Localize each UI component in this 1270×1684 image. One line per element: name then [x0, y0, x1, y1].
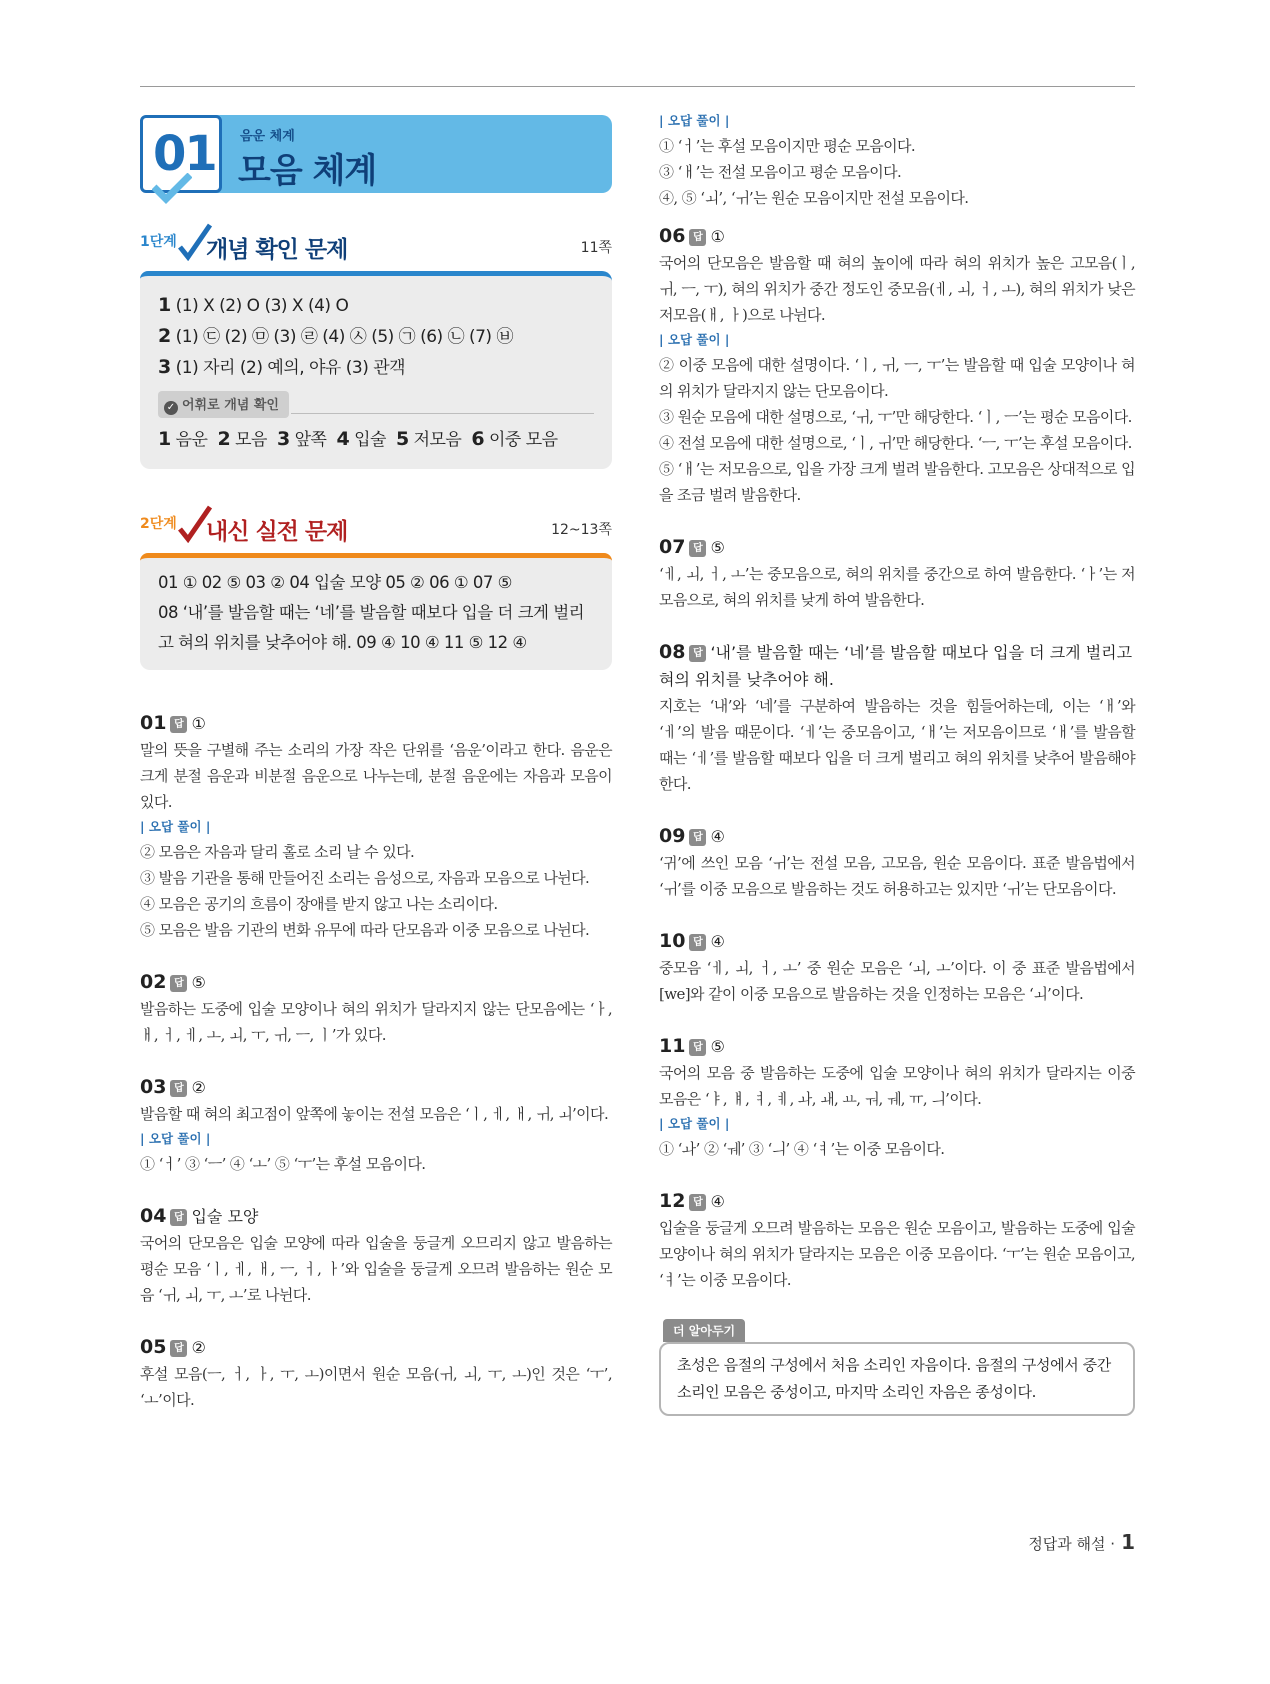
answer-number: 3: [276, 428, 290, 450]
question-answer: ⑤: [710, 538, 725, 557]
question-number: 10: [659, 930, 686, 952]
tip-box: [659, 1319, 1135, 1416]
question-item: [140, 969, 612, 1048]
step1-header: [140, 227, 612, 271]
step1-title: 개념 확인 문제: [206, 237, 348, 263]
question-item: [659, 639, 1135, 797]
question-item: [140, 1074, 612, 1177]
question-header: [659, 928, 1135, 955]
question-item: [140, 1203, 612, 1308]
explanation: ‘ㅔ, ㅚ, ㅓ, ㅗ’는 중모음으로, 혀의 위치를 중간으로 하여 발음한다. ‘ㅏ’는 저모음으로, 혀의 위치를 낮게 하여 발음한다.: [659, 565, 1135, 609]
step1-line: [158, 290, 594, 321]
question-item: [659, 534, 1135, 613]
top-rule: [140, 86, 1135, 87]
question-number: 01: [140, 712, 167, 734]
answer-number: 3: [158, 356, 171, 378]
odap-item: ⑤ ‘ㅐ’는 저모음으로, 입을 가장 크게 벌려 발음한다. 고모음은 상대적으로 입을 조금 벌려 발음한다.: [659, 460, 1135, 504]
answer-badge: 답: [689, 829, 706, 846]
question-header: [659, 223, 1135, 250]
vocab-rule: [291, 413, 594, 414]
question-item: [659, 1033, 1135, 1162]
tip-text: 초성은 음절의 구성에서 처음 소리인 자음이다. 음절의 구성에서 중간 소리인 모음은 중성이고, 마지막 소리인 자음은 종성이다.: [659, 1342, 1135, 1416]
odap-label: | 오답 풀이 |: [659, 113, 730, 128]
question-number: 09: [659, 825, 686, 847]
question-header: [140, 1203, 612, 1230]
question-item: [140, 710, 612, 943]
question-number: 04: [140, 1205, 167, 1227]
answer-badge: 답: [689, 1039, 706, 1056]
step2-page: 12~13쪽: [551, 522, 612, 538]
explanation: 말의 뜻을 구별해 주는 소리의 가장 작은 단위를 ‘음운’이라고 한다. 음운은 크게 분절 음운과 비분절 음운으로 나누는데, 분절 음운에는 자음과 모음이 있다.: [140, 741, 612, 811]
explanation: 중모음 ‘ㅔ, ㅚ, ㅓ, ㅗ’ 중 원순 모음은 ‘ㅚ, ㅗ’이다. 이 중 표준 발음법에서 [we]와 같이 이중 모음으로 발음하는 것을 인정하는 모음은 ‘ㅚ’이다.: [659, 959, 1135, 1003]
question-number: 08: [659, 641, 686, 663]
answer-text: (1) ㉢ (2) ㉤ (3) ㉣ (4) ㉦ (5) ㉠ (6) ㉡ (7) ㉥: [170, 327, 513, 347]
question-answer: ④: [710, 1192, 725, 1211]
step1-line: [158, 321, 594, 352]
question-header: [659, 1188, 1135, 1215]
step1-page: 11쪽: [580, 240, 612, 256]
question-answer: ‘내’를 발음할 때는 ‘네’를 발음할 때보다 입을 더 크게 벌리고 혀의 위치를 낮추어야 해.: [659, 643, 1133, 689]
answer-badge: 답: [170, 1340, 187, 1357]
question-header: [659, 534, 1135, 561]
question-answer: ①: [710, 227, 725, 246]
odap-item: ③ 원순 모음에 대한 설명으로, ‘ㅟ, ㅜ’만 해당한다. ‘ㅣ, ㅡ’는 평순 모음이다.: [659, 408, 1132, 426]
step2-line: 08 ‘내’를 발음할 때는 ‘네’를 발음할 때보다 입을 더 크게 벌리: [158, 603, 585, 622]
question-header: [659, 639, 1135, 693]
answer-number: 4: [336, 428, 350, 450]
answer-badge: 답: [170, 716, 187, 733]
step2-line: 고 혀의 위치를 낮추어야 해. 09 ④ 10 ④ 11 ⑤ 12 ④: [158, 633, 527, 652]
answer-number: 1: [158, 428, 171, 450]
question-header: [140, 710, 612, 737]
right-questions: [659, 223, 1135, 1293]
answer-number: 2: [158, 325, 171, 347]
vocab-header: [158, 383, 594, 418]
answer-badge: 답: [689, 1194, 706, 1211]
answer-number: 6: [471, 428, 485, 450]
odap-item: ④ 모음은 공기의 흐름이 장애를 받지 않고 나는 소리이다.: [140, 895, 498, 913]
question-answer: ④: [710, 932, 725, 951]
step1-line: [158, 352, 594, 383]
question-item: [659, 823, 1135, 902]
odap-item: ① ‘ㅘ’ ② ‘ㅞ’ ③ ‘ㅢ’ ④ ‘ㅕ’는 이중 모음이다.: [659, 1140, 945, 1158]
unit-number: 01: [153, 126, 216, 182]
answer-number: 1: [158, 294, 171, 316]
step2-line: 01 ① 02 ⑤ 03 ② 04 입술 모양 05 ② 06 ① 07 ⑤: [158, 573, 512, 592]
question-number: 05: [140, 1336, 167, 1358]
odap-item: ① ‘ㅓ’는 후설 모음이지만 평순 모음이다.: [659, 137, 916, 155]
question-number: 06: [659, 225, 686, 247]
question-header: [140, 969, 612, 996]
question-answer: ②: [191, 1078, 206, 1097]
explanation: 발음하는 도중에 입술 모양이나 혀의 위치가 달라지지 않는 단모음에는 ‘ㅏ, ㅐ, ㅓ, ㅔ, ㅗ, ㅚ, ㅜ, ㅟ, ㅡ, ㅣ’가 있다.: [140, 1000, 612, 1044]
odap-item: ③ ‘ㅐ’는 전설 모음이고 평순 모음이다.: [659, 163, 902, 181]
check-circle-icon: ✓: [164, 401, 178, 415]
question-item: [659, 928, 1135, 1007]
odap-label: | 오답 풀이 |: [659, 1116, 730, 1131]
answer-text: 음운: [170, 430, 208, 450]
answer-badge: 답: [689, 934, 706, 951]
answer-text: 모음: [230, 430, 267, 450]
odap-item: ③ 발음 기관을 통해 만들어진 소리는 음성으로, 자음과 모음으로 나뉜다.: [140, 869, 590, 887]
answer-badge: 답: [689, 229, 706, 246]
continued-odap: [659, 109, 1135, 211]
unit-title: 모음 체계: [238, 151, 377, 191]
explanation: ‘귀’에 쓰인 모음 ‘ㅟ’는 전설 모음, 고모음, 원순 모음이다. 표준 발음법에서 ‘ㅟ’를 이중 모음으로 발음하는 것도 허용하고는 있지만 ‘ㅟ’는 단모음이다.: [659, 854, 1135, 898]
answer-text: 이중 모음: [484, 430, 558, 450]
odap-item: ① ‘ㅓ’ ③ ‘ㅡ’ ④ ‘ㅗ’ ⑤ ‘ㅜ’는 후설 모음이다.: [140, 1155, 426, 1173]
question-item: [659, 1188, 1135, 1293]
unit-subtitle: 음운 체계: [240, 129, 295, 144]
answer-text: 앞쪽: [289, 430, 327, 450]
question-number: 12: [659, 1190, 686, 1212]
answer-text: (1) X (2) O (3) X (4) O: [170, 296, 349, 316]
answer-text: 입술: [349, 430, 386, 450]
step2-level: 2단계: [140, 516, 177, 532]
odap-label: | 오답 풀이 |: [140, 1131, 211, 1146]
question-number: 07: [659, 536, 686, 558]
answer-text: (1) 자리 (2) 예의, 야유 (3) 관객: [170, 358, 406, 378]
question-header: [140, 1074, 612, 1101]
question-answer: ⑤: [710, 1037, 725, 1056]
question-answer: ⑤: [191, 973, 206, 992]
answer-badge: 답: [689, 645, 706, 662]
odap-item: ⑤ 모음은 발음 기관의 변화 유무에 따라 단모음과 이중 모음으로 나뉜다.: [140, 921, 590, 939]
question-header: [659, 1033, 1135, 1060]
explanation: 후설 모음(ㅡ, ㅓ, ㅏ, ㅜ, ㅗ)이면서 원순 모음(ㅟ, ㅚ, ㅜ, ㅗ)인 것은 ‘ㅜ’, ‘ㅗ’이다.: [140, 1365, 612, 1409]
odap-item: ② 이중 모음에 대한 설명이다. ‘ㅣ, ㅟ, ㅡ, ㅜ’는 발음할 때 입술 모양이나 혀의 위치가 달라지지 않는 단모음이다.: [659, 356, 1135, 400]
explanation: 국어의 단모음은 발음할 때 혀의 높이에 따라 혀의 위치가 높은 고모음(ㅣ, ㅟ, ㅡ, ㅜ), 혀의 위치가 중간 정도인 중모음(ㅔ, ㅚ, ㅓ, ㅗ), 혀의 위치가 낮은 저모음(ㅐ, ㅏ)으로 나뉜다.: [659, 254, 1135, 324]
answer-number: 5: [395, 428, 409, 450]
explanation: 국어의 단모음은 입술 모양에 따라 입술을 둥글게 오므리지 않고 발음하는 평순 모음 ‘ㅣ, ㅔ, ㅐ, ㅡ, ㅓ, ㅏ’와 입술을 둥글게 오므려 발음하는 원순 모음 ‘ㅟ, ㅚ, ㅜ, ㅗ’로 나뉜다.: [140, 1234, 612, 1304]
question-answer: ①: [191, 714, 206, 733]
unit-banner: [140, 115, 612, 193]
explanation: 지호는 ‘내’와 ‘네’를 구분하여 발음하는 것을 힘들어하는데, 이는 ‘ㅐ’와 ‘ㅔ’의 발음 때문이다. ‘ㅔ’는 중모음이고, ‘ㅐ’는 저모음이므로 ‘ㅐ’를 발음할 때는 ‘ㅔ’를 발음할 때보다 입을 더 크게 벌리고 혀의 위치를 낮추어 발음해야 한다.: [659, 697, 1135, 793]
explanation: 입술을 둥글게 오므려 발음하는 모음은 원순 모음이고, 발음하는 도중에 입술 모양이나 혀의 위치가 달라지는 모음은 이중 모음이다. ‘ㅜ’는 원순 모음이고, ‘ㅕ’는 이중 모음이다.: [659, 1219, 1135, 1289]
step2-answer-box: [140, 553, 612, 670]
explanation: 국어의 모음 중 발음하는 도중에 입술 모양이나 혀의 위치가 달라지는 이중 모음은 ‘ㅑ, ㅒ, ㅕ, ㅖ, ㅘ, ㅙ, ㅛ, ㅝ, ㅞ, ㅠ, ㅢ’이다.: [659, 1064, 1135, 1108]
page-number: 1: [1121, 1530, 1135, 1554]
vocab-answers: [158, 424, 594, 455]
answer-badge: 답: [170, 1209, 187, 1226]
left-questions: [140, 710, 612, 1413]
question-header: [140, 1334, 612, 1361]
odap-item: ④ 전설 모음에 대한 설명으로, ‘ㅣ, ㅟ’만 해당한다. ‘ㅡ, ㅜ’는 후설 모음이다.: [659, 434, 1132, 452]
step2-title: 내신 실전 문제: [206, 519, 348, 545]
check-icon: [152, 173, 192, 205]
odap-label: | 오답 풀이 |: [140, 819, 211, 834]
vocab-tag: [158, 391, 289, 418]
step1-answer-box: [140, 271, 612, 469]
question-answer: ②: [191, 1338, 206, 1357]
question-answer: ④: [710, 827, 725, 846]
vocab-label: 어휘로 개념 확인: [182, 398, 279, 413]
question-item: [140, 1334, 612, 1413]
step2-header: [140, 509, 612, 553]
question-item: [659, 223, 1135, 508]
answer-badge: 답: [170, 975, 187, 992]
answer-badge: 답: [170, 1080, 187, 1097]
left-column: [140, 115, 612, 1439]
odap-item: ② 모음은 자음과 달리 홀로 소리 날 수 있다.: [140, 843, 415, 861]
footer-label: 정답과 해설 ·: [1028, 1535, 1116, 1553]
odap-label: | 오답 풀이 |: [659, 332, 730, 347]
tip-label: 더 알아두기: [663, 1319, 745, 1342]
question-number: 11: [659, 1035, 686, 1057]
explanation: 발음할 때 혀의 최고점이 앞쪽에 놓이는 전설 모음은 ‘ㅣ, ㅔ, ㅐ, ㅟ, ㅚ’이다.: [140, 1105, 609, 1123]
right-column: [659, 115, 1135, 1416]
question-answer: 입술 모양: [191, 1207, 259, 1226]
question-number: 02: [140, 971, 167, 993]
page-footer: [1028, 1530, 1135, 1554]
odap-item: ④, ⑤ ‘ㅚ’, ‘ㅟ’는 원순 모음이지만 전설 모음이다.: [659, 189, 969, 207]
answer-badge: 답: [689, 540, 706, 557]
question-header: [659, 823, 1135, 850]
answer-number: 2: [217, 428, 231, 450]
step1-level: 1단계: [140, 234, 177, 250]
answer-text: 저모음: [408, 430, 462, 450]
question-number: 03: [140, 1076, 167, 1098]
